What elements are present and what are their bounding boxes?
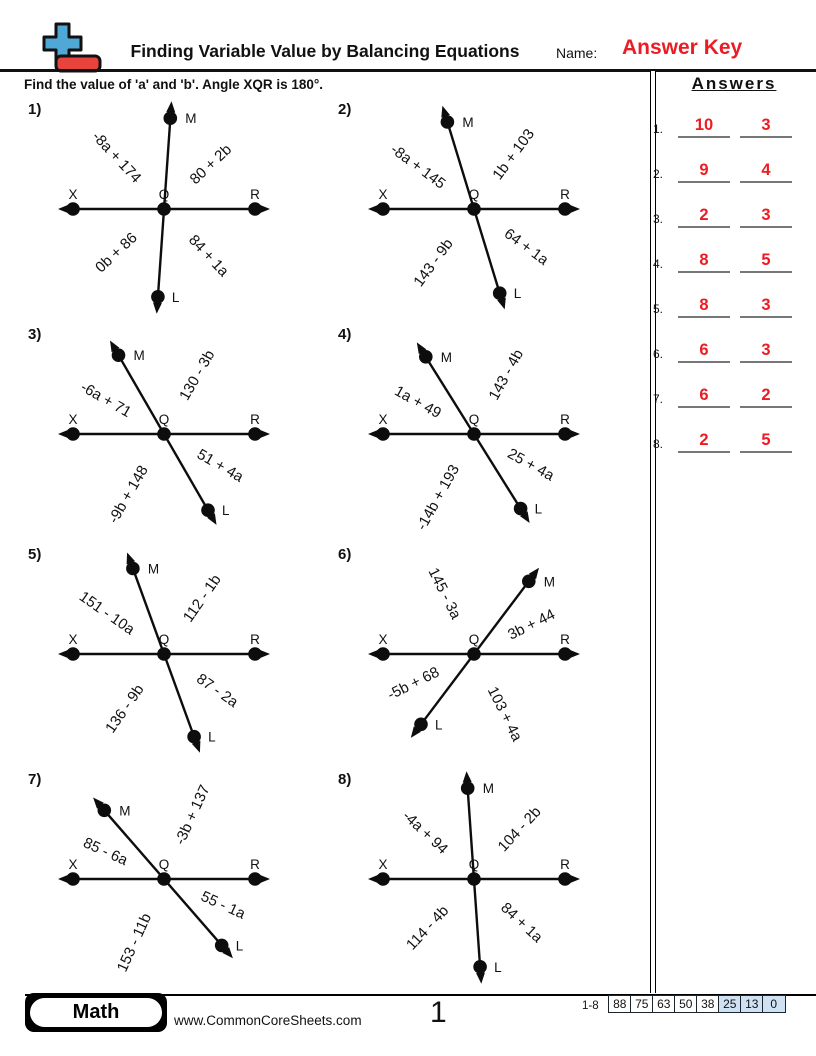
angle-label-tl: -6a + 71 [77, 378, 135, 422]
angle-label-br: 87 - 2a [193, 670, 242, 712]
problem-7 [20, 765, 330, 991]
point-r [248, 647, 262, 661]
score-cell: 75 [630, 995, 654, 1013]
label-x: X [68, 632, 78, 647]
label-l: L [534, 501, 543, 517]
problem-diagram [20, 540, 330, 766]
point-x [376, 872, 390, 886]
label-q: Q [468, 187, 480, 202]
angle-label-tr: 1b + 103 [489, 125, 538, 184]
point-r [558, 647, 572, 661]
problem-diagram [20, 765, 330, 991]
score-cell: 88 [608, 995, 632, 1013]
point-q [467, 427, 481, 441]
angle-label-tl: 85 - 6a [80, 834, 131, 870]
answer-b-blank: 2 [740, 386, 792, 408]
point-l [514, 502, 528, 516]
problem-8 [330, 765, 640, 991]
label-q: Q [158, 412, 170, 427]
problem-number: 3) [28, 326, 42, 343]
name-value-answer-key: Answer Key [622, 36, 743, 59]
label-x: X [378, 187, 388, 202]
angle-label-bl: -9b + 148 [105, 462, 152, 527]
point-m [112, 348, 126, 362]
subject-badge [25, 993, 167, 1032]
label-x: X [68, 857, 78, 872]
label-q: Q [158, 632, 170, 647]
label-x: X [68, 412, 78, 427]
label-m: M [543, 574, 556, 590]
angle-label-bl: 143 - 9b [410, 235, 457, 291]
label-r: R [250, 412, 260, 427]
problem-4 [330, 320, 640, 546]
answer-row-7 [650, 374, 812, 408]
answer-b-blank: 5 [740, 251, 792, 273]
angle-label-br: 84 + 1a [185, 231, 232, 281]
problem-3 [20, 320, 330, 546]
angle-label-br: 64 + 1a [500, 225, 552, 269]
label-l: L [513, 286, 522, 302]
point-x [376, 427, 390, 441]
label-q: Q [468, 857, 480, 872]
score-cell: 0 [762, 995, 786, 1013]
problem-diagram [20, 320, 330, 546]
answer-row-2 [650, 149, 812, 183]
answer-b-blank: 3 [740, 296, 792, 318]
answer-number: 5. [653, 302, 664, 316]
answer-row-4 [650, 239, 812, 273]
problem-2 [330, 95, 640, 321]
answer-a-blank: 9 [678, 161, 730, 183]
answer-row-5 [650, 284, 812, 318]
answer-b-blank: 3 [740, 341, 792, 363]
label-r: R [250, 187, 260, 202]
answer-number: 1. [653, 122, 664, 136]
answer-a-blank: 6 [678, 341, 730, 363]
angle-label-br: 25 + 4a [504, 445, 557, 485]
label-x: X [68, 187, 78, 202]
label-m: M [440, 349, 453, 365]
problem-diagram [330, 540, 640, 766]
point-q [467, 647, 481, 661]
angle-label-tr: 80 + 2b [186, 141, 236, 188]
score-cell: 38 [696, 995, 720, 1013]
angle-label-tr: 3b + 44 [505, 605, 558, 644]
score-cell: 50 [674, 995, 698, 1013]
page-number: 1 [430, 996, 447, 1029]
angle-label-tl: 145 - 3a [424, 565, 465, 622]
score-cell: 25 [718, 995, 742, 1013]
point-r [248, 872, 262, 886]
point-l [187, 730, 201, 744]
answer-a-blank: 2 [678, 206, 730, 228]
website-text: www.CommonCoreSheets.com [174, 1013, 362, 1028]
label-r: R [250, 857, 260, 872]
label-q: Q [158, 857, 170, 872]
problem-number: 6) [338, 546, 352, 563]
point-q [157, 647, 171, 661]
instructions: Find the value of 'a' and 'b'. Angle XQR is 180°. [24, 77, 324, 92]
angle-label-tl: -8a + 145 [387, 140, 449, 193]
angle-label-br: 51 + 4a [194, 445, 247, 486]
point-m [441, 115, 455, 129]
answer-b-blank: 3 [740, 116, 792, 138]
point-l [151, 290, 165, 304]
point-x [376, 647, 390, 661]
point-q [157, 872, 171, 886]
header-rule [0, 69, 816, 72]
problem-diagram [330, 320, 640, 546]
answer-number: 8. [653, 437, 664, 451]
label-r: R [560, 412, 570, 427]
angle-label-bl: 114 - 4b [403, 902, 453, 954]
label-m: M [119, 803, 131, 819]
point-m [461, 781, 475, 795]
answer-a-blank: 8 [678, 296, 730, 318]
answer-a-blank: 8 [678, 251, 730, 273]
problem-number: 7) [28, 771, 42, 788]
point-m [126, 562, 140, 576]
point-l [215, 939, 229, 953]
arrow-l-icon [476, 973, 485, 984]
answer-number: 6. [653, 347, 664, 361]
angle-label-bl: -14b + 193 [413, 461, 464, 534]
arrow-m-icon [166, 101, 175, 112]
answer-a-blank: 10 [678, 116, 730, 138]
point-m [419, 350, 433, 364]
page-title: Finding Variable Value by Balancing Equations [130, 41, 520, 61]
problem-5 [20, 540, 330, 766]
label-x: X [378, 632, 388, 647]
point-l [493, 286, 507, 300]
angle-label-bl: -5b + 68 [384, 663, 443, 704]
point-x [66, 647, 80, 661]
label-m: M [185, 111, 197, 127]
point-l [414, 718, 428, 732]
score-cell: 13 [740, 995, 764, 1013]
arrow-m-icon [463, 771, 472, 782]
score-cell: 63 [652, 995, 676, 1013]
point-r [248, 427, 262, 441]
problem-6 [330, 540, 640, 766]
problem-number: 5) [28, 546, 42, 563]
point-x [376, 202, 390, 216]
score-table [608, 995, 786, 1013]
answer-row-3 [650, 194, 812, 228]
angle-label-bl: 153 - 11b [113, 910, 156, 975]
answers-heading: Answers [691, 74, 777, 93]
answer-b-blank: 4 [740, 161, 792, 183]
label-l: L [171, 289, 180, 305]
angle-label-tr: 143 - 4b [485, 346, 528, 404]
label-r: R [250, 632, 260, 647]
answer-number: 7. [653, 392, 664, 406]
name-label: Name: [556, 45, 598, 61]
point-r [248, 202, 262, 216]
label-x: X [378, 857, 388, 872]
problem-number: 8) [338, 771, 352, 788]
label-l: L [494, 959, 502, 975]
angle-label-tr: 112 - 1b [179, 571, 225, 626]
label-l: L [435, 717, 443, 733]
label-m: M [462, 115, 474, 130]
label-q: Q [158, 187, 170, 202]
problem-number: 2) [338, 101, 352, 118]
point-m [98, 804, 112, 818]
label-m: M [133, 348, 145, 364]
subject-badge-label: Math [30, 998, 162, 1027]
angle-label-bl: 0b + 86 [92, 229, 141, 277]
point-q [157, 427, 171, 441]
answer-b-blank: 3 [740, 206, 792, 228]
angle-label-br: 55 - 1a [198, 887, 248, 923]
problem-number: 4) [338, 326, 352, 343]
label-q: Q [468, 632, 480, 647]
label-m: M [147, 561, 160, 577]
point-m [522, 575, 536, 589]
angle-label-tr: -3b + 137 [171, 782, 214, 848]
answer-row-1 [650, 104, 812, 138]
problem-1 [20, 95, 330, 321]
angle-label-tl: -4a + 94 [398, 807, 452, 858]
answer-row-6 [650, 329, 812, 363]
label-r: R [560, 857, 570, 872]
problem-diagram [20, 95, 330, 321]
arrow-l-icon [153, 303, 162, 314]
answer-a-blank: 6 [678, 386, 730, 408]
point-r [558, 202, 572, 216]
angle-label-br: 84 + 1a [497, 899, 546, 947]
answer-b-blank: 5 [740, 431, 792, 453]
problem-diagram [330, 95, 640, 321]
point-l [201, 503, 215, 517]
answer-number: 3. [653, 212, 664, 226]
point-r [558, 427, 572, 441]
angle-label-tl: -8a + 174 [88, 128, 145, 187]
angle-label-tr: 130 - 3b [176, 347, 219, 404]
angle-label-bl: 136 - 9b [102, 681, 148, 737]
label-r: R [560, 632, 570, 647]
point-q [157, 202, 171, 216]
point-l [473, 960, 487, 974]
answer-number: 2. [653, 167, 664, 181]
point-x [66, 872, 80, 886]
label-l: L [222, 503, 230, 519]
answer-number: 4. [653, 257, 664, 271]
problem-diagram [330, 765, 640, 991]
point-x [66, 427, 80, 441]
angle-label-br: 103 + 4a [483, 683, 526, 745]
label-l: L [208, 729, 216, 745]
answer-a-blank: 2 [678, 431, 730, 453]
angle-label-tr: 104 - 2b [494, 803, 545, 856]
label-q: Q [468, 412, 480, 427]
score-range-label: 1-8 [582, 1000, 599, 1012]
angle-label-tl: 151 - 10a [75, 588, 138, 639]
label-r: R [560, 187, 570, 202]
label-l: L [235, 938, 244, 954]
label-m: M [482, 781, 494, 797]
point-q [467, 202, 481, 216]
point-m [164, 111, 178, 125]
label-x: X [378, 412, 388, 427]
angle-label-tl: 1a + 49 [391, 382, 444, 422]
point-q [467, 872, 481, 886]
answer-row-8 [650, 419, 812, 453]
point-r [558, 872, 572, 886]
problem-number: 1) [28, 101, 42, 118]
point-x [66, 202, 80, 216]
